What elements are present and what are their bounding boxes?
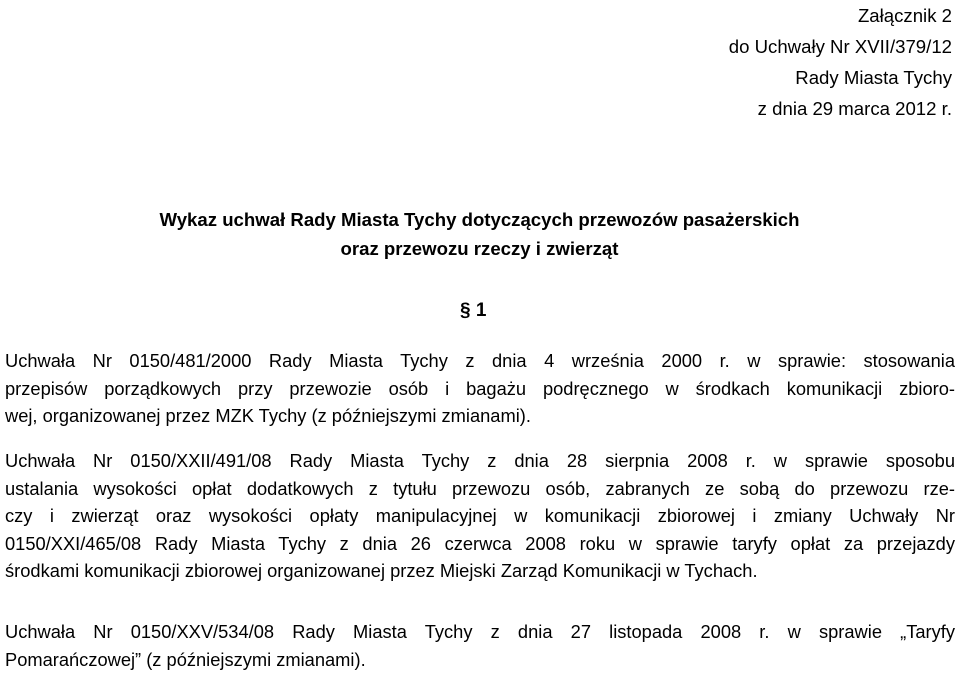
paragraph-line: 0150/XXI/465/08 Rady Miasta Tychy z dnia 26 czerwca 2008 roku w sprawie taryfy opłat za przejazdy <box>5 530 955 558</box>
council-name: Rady Miasta Tychy <box>729 62 952 93</box>
document-title <box>0 205 959 263</box>
paragraph-line: Uchwała Nr 0150/481/2000 Rady Miasta Tychy z dnia 4 września 2000 r. w sprawie: stosowania <box>5 347 955 375</box>
paragraph-line: wej, organizowanej przez MZK Tychy (z późniejszymi zmianami). <box>5 402 955 430</box>
paragraph-line: ustalania wysokości opłat dodatkowych z tytułu przewozu osób, zabranych ze sobą do przewozu rze- <box>5 475 955 503</box>
paragraph-line: Uchwała Nr 0150/XXII/491/08 Rady Miasta Tychy z dnia 28 sierpnia 2008 r. w sprawie sposobu <box>5 447 955 475</box>
title-line-2: oraz przewozu rzeczy i zwierząt <box>0 234 959 263</box>
attachment-header <box>729 0 952 124</box>
paragraph-resolution-491-08 <box>5 447 955 585</box>
paragraph-resolution-481-2000 <box>5 347 955 430</box>
paragraph-line: środkami komunikacji zbiorowej organizowanej przez Miejski Zarząd Komunikacji w Tychach. <box>5 557 955 585</box>
paragraph-line: czy i zwierząt oraz wysokości opłaty manipulacyjnej w komunikacji zbiorowej i zmiany Uchwały Nr <box>5 502 955 530</box>
attachment-number: Załącznik 2 <box>729 0 952 31</box>
resolution-date: z dnia 29 marca 2012 r. <box>729 93 952 124</box>
section-mark: § 1 <box>460 300 486 322</box>
paragraph-line: Uchwała Nr 0150/XXV/534/08 Rady Miasta Tychy z dnia 27 listopada 2008 r. w sprawie „Taryfy <box>5 618 955 646</box>
paragraph-line: Pomarańczowej” (z późniejszymi zmianami). <box>5 646 955 673</box>
title-line-1: Wykaz uchwał Rady Miasta Tychy dotyczących przewozów pasażerskich <box>0 205 959 234</box>
paragraph-resolution-534-08 <box>5 618 955 673</box>
paragraph-line: przepisów porządkowych przy przewozie osób i bagażu podręcznego w środkach komunikacji zbioro- <box>5 375 955 403</box>
resolution-reference: do Uchwały Nr XVII/379/12 <box>729 31 952 62</box>
